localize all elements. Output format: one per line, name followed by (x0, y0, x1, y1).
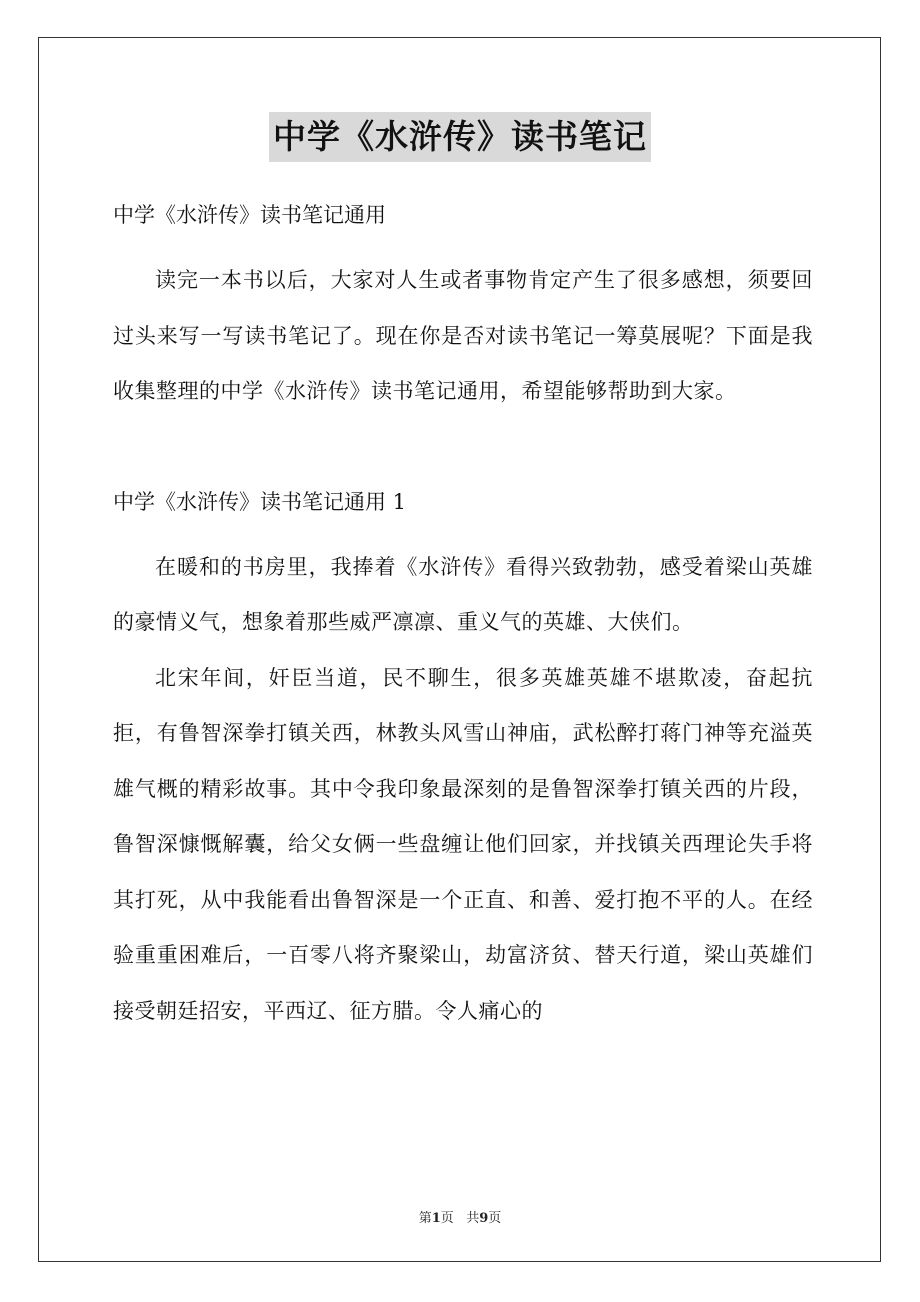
document-title (0, 112, 920, 162)
footer-total-pages: 9 (479, 1211, 489, 1226)
footer-current-page: 1 (431, 1211, 441, 1226)
footer-prefix: 第 (418, 1211, 432, 1226)
body-paragraph: 北宋年间，奸臣当道，民不聊生，很多英雄英雄不堪欺凌，奋起抗拒，有鲁智深拳打镇关西，林教头风雪山神庙，武松醉打蒋门神等充溢英雄气概的精彩故事。其中令我印象最深刻的是鲁智深拳打镇关西的片段，鲁智深慷慨解囊，给父女俩一些盘缠让他们回家，并找镇关西理论失手将其打死，从中我能看出鲁智深是一个正直、和善、爱打抱不平的人。在经验重重困难后，一百零八将齐聚梁山，劫富济贫、替天行道，梁山英雄们接受朝廷招安，平西辽、征方腊。令人痛心的 (113, 665, 813, 1023)
intro-paragraph: 读完一本书以后，大家对人生或者事物肯定产生了很多感想，须要回过头来写一写读书笔记了。现在你是否对读书笔记一筹莫展呢？下面是我收集整理的中学《水浒传》读书笔记通用，希望能够帮助到大家。 (113, 268, 813, 403)
document-body (113, 197, 813, 1039)
section-heading: 中学《水浒传》读书笔记通用 1 (113, 489, 407, 514)
body-paragraph: 在暖和的书房里，我捧着《水浒传》看得兴致勃勃，感受着梁山英雄的豪情义气，想象着那些威严凛凛、重义气的英雄、大侠们。 (113, 554, 813, 634)
footer-mid: 页 共 (440, 1211, 480, 1226)
intro-heading: 中学《水浒传》读书笔记通用 (113, 203, 386, 227)
footer-suffix: 页 (488, 1211, 502, 1226)
page-footer (0, 1207, 920, 1226)
document-title-text: 中学《水浒传》读书笔记 (269, 112, 651, 162)
